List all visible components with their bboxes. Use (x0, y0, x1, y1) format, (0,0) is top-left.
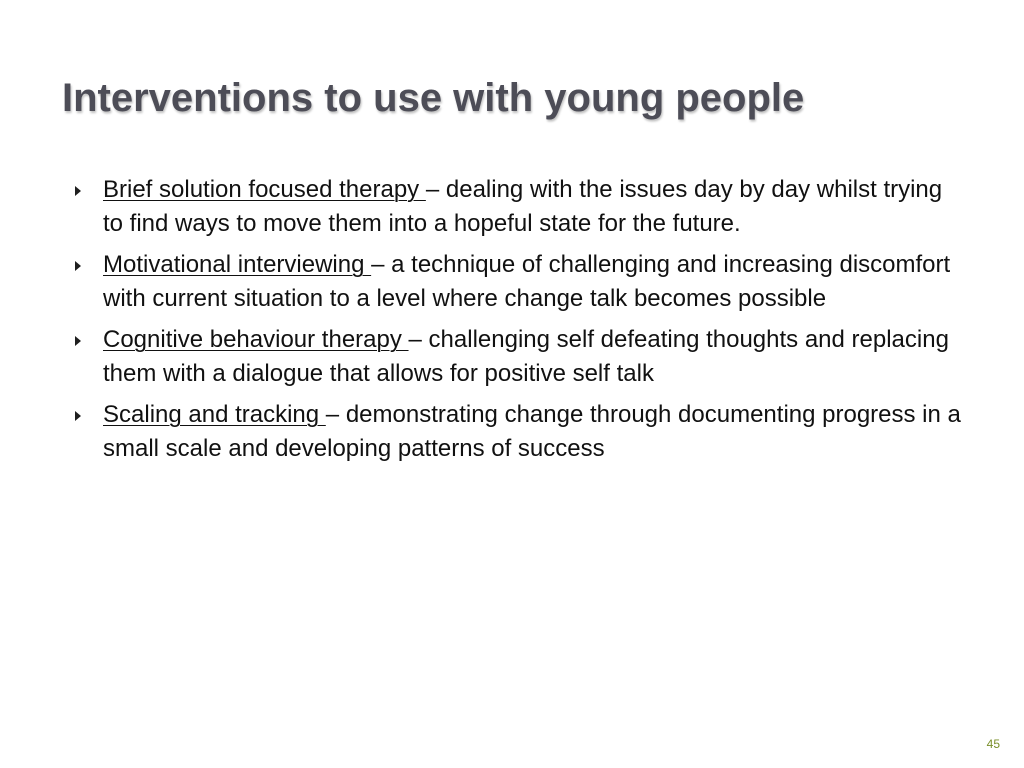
intervention-description: – demonstrating change through documenting progress in a small scale and developing patterns of success (103, 401, 961, 462)
intervention-term: Cognitive behaviour therapy (103, 326, 409, 353)
slide-title: Interventions to use with young people (62, 76, 805, 120)
intervention-term: Motivational interviewing (103, 251, 372, 278)
intervention-term: Scaling and tracking (103, 401, 326, 428)
intervention-description: – a technique of challenging and increasing discomfort with current situation to a level where change talk becomes possible (103, 251, 951, 312)
list-item (74, 173, 964, 241)
list-item (74, 248, 964, 316)
intervention-term: Brief solution focused therapy (103, 176, 426, 203)
triangle-bullet-icon (75, 336, 81, 346)
triangle-bullet-icon (75, 186, 81, 196)
list-item (74, 323, 964, 391)
page-number: 45 (986, 737, 1000, 751)
triangle-bullet-icon (75, 261, 81, 271)
triangle-bullet-icon (75, 411, 81, 421)
intervention-description: – dealing with the issues day by day whilst trying to find ways to move them into a hopeful state for the future. (103, 176, 943, 237)
list-item (74, 398, 964, 466)
intervention-list (74, 173, 964, 473)
intervention-description: – challenging self defeating thoughts and replacing them with a dialogue that allows for positive self talk (103, 326, 949, 387)
